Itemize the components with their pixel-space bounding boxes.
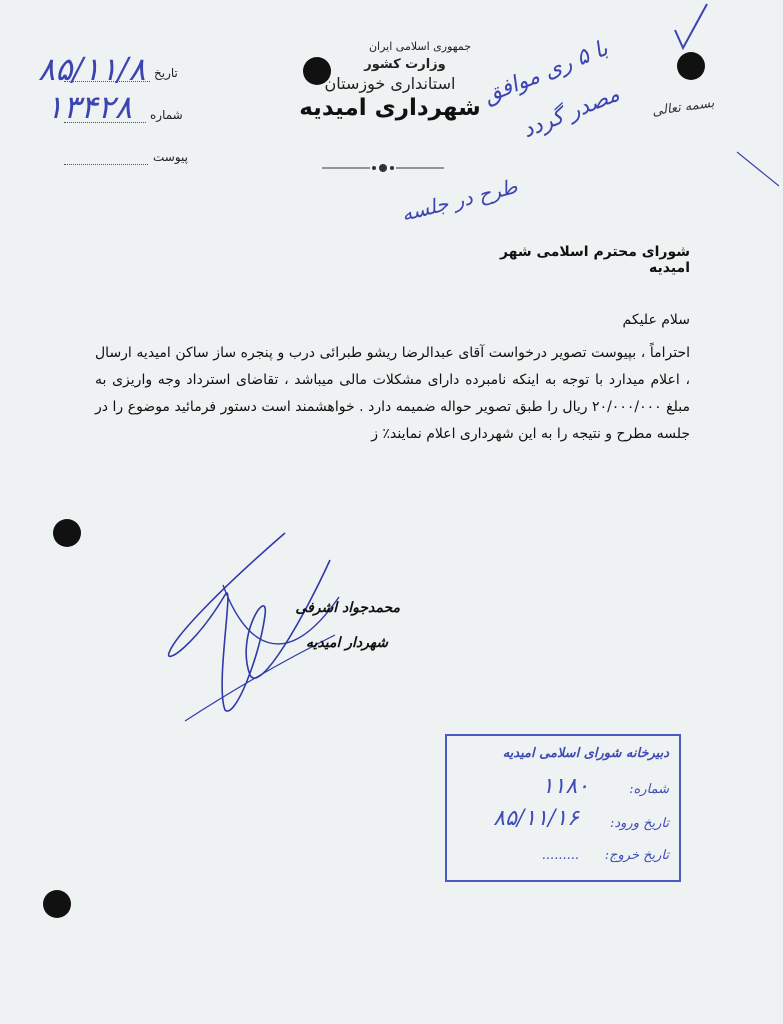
stamp-exit-value: ......... <box>541 848 579 863</box>
punch-hole <box>53 519 81 547</box>
council-stamp <box>445 734 681 882</box>
stamp-title: دبیرخانه شورای اسلامی امیدیه <box>502 746 669 761</box>
handwritten-number: ۱۳۴۲۸ <box>46 88 132 126</box>
edge-scratch <box>735 150 783 190</box>
stamp-exit-label: تاریخ خروج: <box>604 848 669 863</box>
signer-name: محمدجواد اشرفی <box>295 600 400 616</box>
greeting: سلام علیکم <box>622 312 690 328</box>
attachment-label: پیوست <box>153 150 188 164</box>
signer-title: شهردار امیدیه <box>305 635 388 651</box>
republic-text: جمهوری اسلامی ایران <box>368 40 472 53</box>
handwritten-session-note: طرح در جلسه <box>398 173 520 227</box>
handwritten-signature <box>165 525 345 725</box>
handwritten-date: ۸۵/۱۱/۸ <box>38 50 146 88</box>
letter-body: احتراماً ، بپیوست تصویر درخواست آقای عبدالرضا ریشو طبرائی درب و پنجره ساز ساکن امیدیه ارسال ، اعلام میدارد با توجه به اینکه نامبرده دارای مشکلات مالی میباشد ، تقاضای استرداد وجه واریزی به مبلغ ۲۰/۰۰۰/۰۰۰ ریال را طبق تصویر حواله ضمیمه دارد . خواهشمند است دستور فرمائید موضوع را در جلسه مطرح و نتیجه را به این شهرداری اعلام نمایند٪ ز <box>95 345 690 442</box>
letterhead <box>290 40 490 121</box>
punch-hole <box>43 890 71 918</box>
stamp-number-value: ۱۱۸۰ <box>541 774 589 799</box>
attachment-line <box>64 163 148 165</box>
check-mark-icon <box>665 0 725 60</box>
recipient: شورای محترم اسلامی شهر امیدیه <box>499 244 690 276</box>
stamp-entry-value: ۸۵/۱۱/۱۶ <box>493 806 579 831</box>
municipality-text: شهرداری امیدیه <box>299 95 481 121</box>
date-label: تاریخ <box>154 66 178 80</box>
number-label: شماره <box>150 108 183 122</box>
ministry-text: وزارت کشور <box>364 57 446 72</box>
stamp-number-label: شماره: <box>629 782 669 797</box>
header-ornament <box>318 160 448 176</box>
stamp-entry-label: تاریخ ورود: <box>609 816 669 831</box>
bismillah-text: بسمه تعالی <box>651 95 716 120</box>
handwritten-approval-note: با ۵ ری موافق <box>480 36 612 109</box>
governorate-text: استانداری خوزستان <box>324 74 456 93</box>
handwritten-approval-note-2: مصدر گردد <box>519 81 624 144</box>
